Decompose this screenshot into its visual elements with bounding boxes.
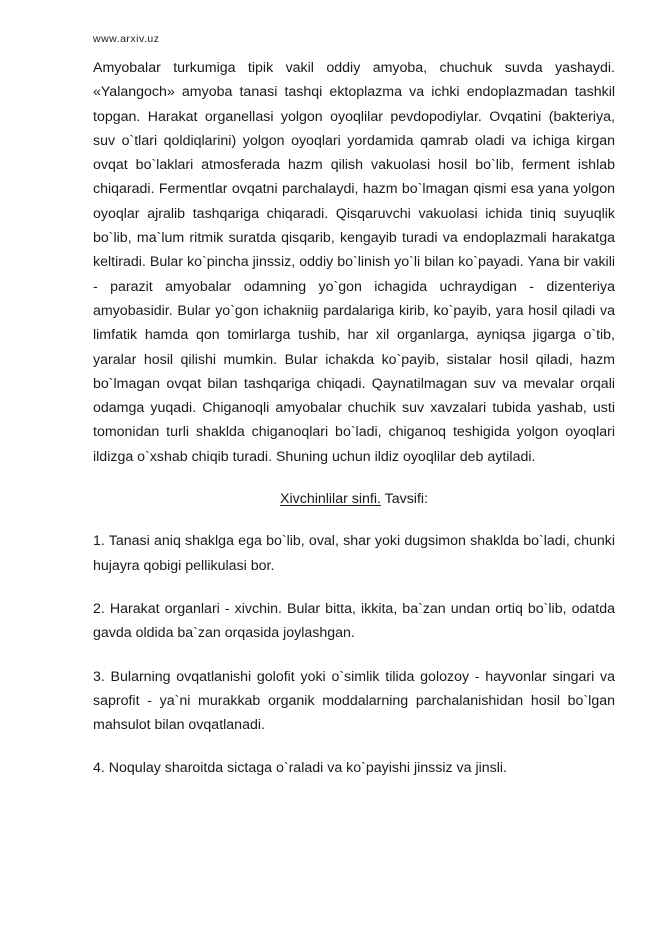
list-item-3: 3. Bularning ovqatlanishi golofit yoki o`simlik tilida golozoy - hayvonlar singari va saprofit - ya`ni murakkab organik moddalarning parchalanishidan hosil bo`lgan mahsulot bilan ovqatlanadi. [93, 668, 615, 734]
list-item-2: 2. Harakat organlari - xivchin. Bular bitta, ikkita, ba`zan undan ortiq bo`lib, odatda gavda oldida ba`zan orqasida joylashgan. [93, 600, 615, 642]
section-title [93, 487, 615, 511]
section-title-underlined: Xivchinlilar sinfi. [280, 491, 381, 508]
list-item-1: 1. Tanasi aniq shaklga ega bo`lib, oval, shar yoki dugsimon shaklda bo`ladi, chunki hujayra qobigi pellikulasi bor. [93, 533, 615, 574]
site-url-header: www.arxiv.uz [93, 33, 160, 45]
section-title-rest: Tavsifi: [380, 491, 428, 508]
document-page [93, 32, 615, 800]
list-item-4: 4. Noqulay sharoitda sictaga o`raladi va ko`payishi jinssiz va jinsli. [93, 760, 507, 777]
intro-paragraph: Amyobalar turkumiga tipik vakil oddiy amyoba, chuchuk suvda yashaydi. «Yalangoch» amyoba tanasi tashqi ektoplazma va ichki endoplazmadan tashkil topgan. Harakat organellasi yolgon oyoqlilar pevdopodiylar. Ovqatini (bakteriya, suv o`tlari qoldiqlarini) yolgon oyoqlari yordamida qamrab oladi va ichiga kirgan ovqat bo`laklari atmosferada hazm qilish vakuolasi hosil bo`lib, ferment ishlab chiqaradi. Fermentlar ovqatni parchalaydi, hazm bo`lmagan qismi esa yana yolgon oyoqlar ajralib tashqariga chiqaradi. Qisqaruvchi vakuolasi ichida tiniq suyuqlik bo`lib, ma`lum ritmik suratda qisqarib, kengayib turadi va endoplazmali harakatga keltiradi. Bular ko`pincha jinssiz, oddiy bo`linish yo`li bilan ko`payadi. Yana bir vakili - parazit amyobalar odamning yo`gon ichagida uchraydigan - dizenteriya amyobasidir. Bular yo`gon ichakniig pardalariga kirib, ko`payib, yara hosil qiladi va limfatik hamda qon tomirlarga tushib, har xil organlarga, ayniqsa jigarga o`tib, yaralar hosil qilishi mumkin. Bular ichakda ko`payib, sistalar hosil qiladi, hazm bo`lmagan ovqat bilan tashqariga chiqadi. Qaynatilmagan suv va mevalar orqali odamga yuqadi. Chiganoqli amyobalar chuchik suv xavzalari tubida yashab, usti tomonidan turli shaklda chiganoqlari bo`ladi, chiganoq teshigida yolgon oyoqlari ildizga o`xshab chiqib turadi. Shuning uchun ildiz oyoqlilar deb aytiladi. [93, 60, 615, 465]
